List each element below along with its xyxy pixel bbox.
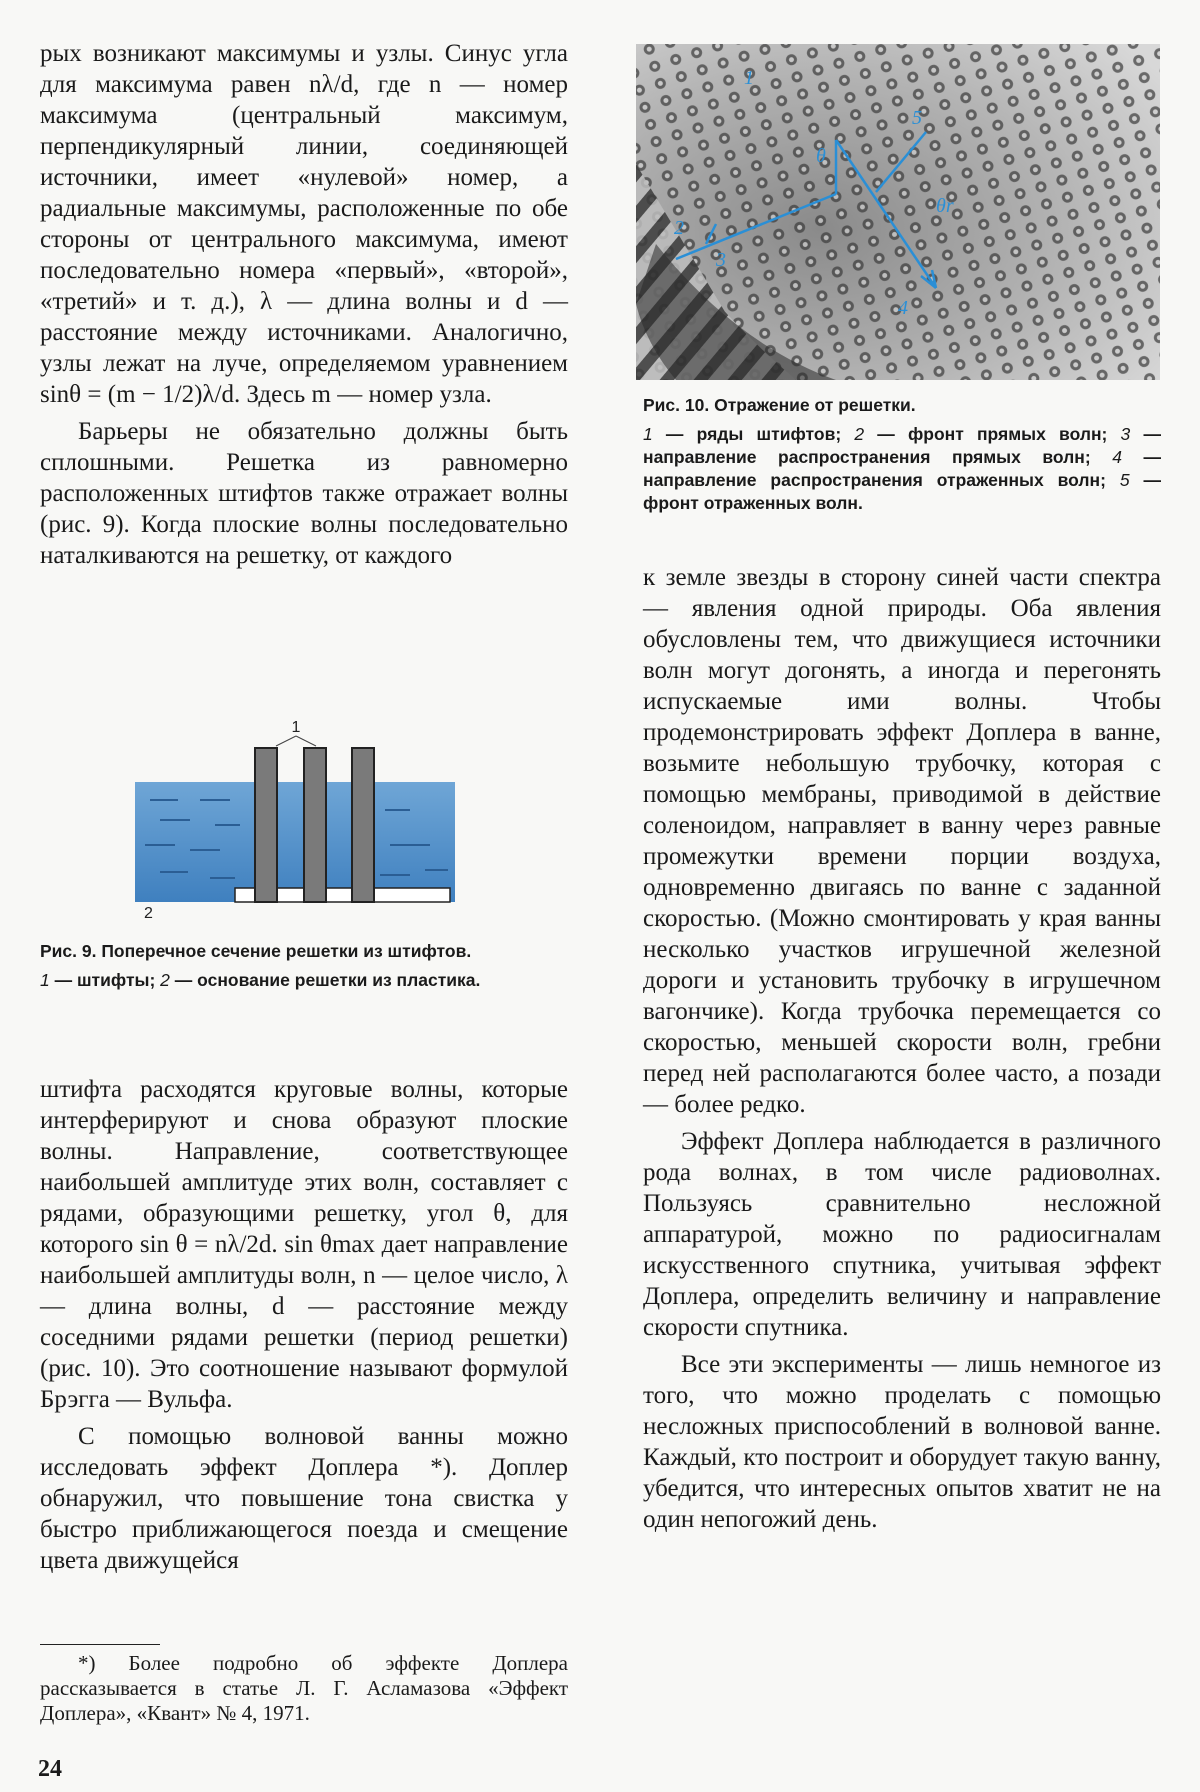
footnote: [40, 1644, 568, 1726]
label-theta: θ: [816, 145, 826, 167]
caption-title: Рис. 10. Отражение от решетки.: [643, 395, 916, 415]
caption-text: — ряды штифтов;: [652, 424, 855, 444]
caption-text: — основание решетки из пластика.: [169, 970, 481, 990]
caption-text: — фронт отраженных волн.: [643, 470, 1161, 513]
label-1: 1: [291, 720, 301, 736]
footnote-text: *) Более подробно об эффекте Доплера рассказывается в статье Л. Г. Асламазова «Эффект Доплера», «Квант» № 4, 1971.: [40, 1651, 568, 1725]
paragraph: С помощью волновой ванны можно исследовать эффект Доплера *). Доплер обнаружил, что повышение тона свистка у быстро приближающегося поезда и смещение цвета движущейся: [40, 1423, 568, 1574]
label-5: 5: [912, 107, 922, 129]
caption-text: — направление распространения отраженных волн;: [643, 447, 1161, 490]
label-2: 2: [144, 905, 153, 920]
caption-text: — штифты;: [49, 970, 161, 990]
label-theta-r: θr: [936, 195, 954, 217]
figure-10-reflection-photo: [636, 44, 1160, 380]
pin: [304, 748, 326, 902]
footnote-rule: [40, 1644, 160, 1645]
paragraph: Барьеры не обязательно должны быть сплошными. Решетка из равномерно расположенных штифтов также отражает волны (рис. 9). Когда плоские волны последовательно наталкиваются на решетку, от каждого: [40, 418, 568, 569]
label-1: 1: [744, 67, 754, 89]
caption-text: — фронт прямых волн;: [864, 424, 1121, 444]
paragraph: к земле звезды в сторону синей части спектра — явления одной природы. Оба явления обусловлены тем, что движущиеся источники волн могут догонять, а иногда и перегонять испускаемые ими волны. Чтобы продемонстрировать эффект Доплера в ванне, возьмите небольшую трубочку, которая с помощью мембраны, приводимой в действие соленоидом, направляет в ванну через равные промежутки времени порции воздуха, одновременно двигаясь по ванне с заданной скоростью. (Можно смонтировать у края ванны несколько участков игрушечной железной дороги и установить трубочку в игрушечном вагончике). Когда трубочка перемещается со скоростью, меньшей скорости волн, гребни перед ней располагаются более часто, а позади — более редко.: [643, 564, 1161, 1118]
paragraph: штифта расходятся круговые волны, которые интерферируют и снова образуют плоские волны. Направление, соответствующее наибольшей амплитуде этих волн, составляет с рядами, образующими решетку, угол θ, для которого sin θ = nλ/2d. sin θmax дает направление наибольшей амплитуды волн, n — целое число, λ — длина волны, d — расстояние между соседними рядами решетки (период решетки) (рис. 10). Это соотношение называют формулой Брэгга — Вульфа.: [40, 1076, 568, 1413]
label-3: 3: [716, 249, 726, 271]
left-column: [40, 38, 568, 571]
paragraph: Эффект Доплера наблюдается в различного рода волнах, в том числе радиоволнах. Пользуясь сравнительно несложной аппаратурой, можно по радиосигналам искусственного спутника, учитывая эффект Доплера, определить величину и направление скорости спутника.: [643, 1128, 1161, 1341]
figure-9-caption: [40, 940, 568, 992]
caption-body: [643, 423, 1161, 515]
caption-num: 3: [1120, 424, 1131, 444]
paragraph: Все эти эксперименты — лишь немногое из того, что можно проделать с помощью несложных приспособлений в волновой ванне. Каждый, кто построит и оборудует такую ванну, убедится, что интересных опытов хватит не на один непогожий день.: [643, 1351, 1161, 1533]
caption-num: 1: [643, 424, 653, 444]
caption-num: 1: [40, 970, 50, 990]
label-4: 4: [898, 297, 908, 319]
caption-num: 2: [854, 424, 865, 444]
pin: [255, 748, 277, 902]
caption-num: 2: [160, 970, 170, 990]
caption-body: [40, 969, 568, 992]
caption-title: Рис. 9. Поперечное сечение решетки из штифтов.: [40, 941, 472, 961]
figure-10-caption: [643, 394, 1161, 515]
paragraph: рых возникают максимумы и узлы. Синус угла для максимума равен nλ/d, где n — номер максимума (центральный максимум, перпендикулярный линии, соединяющей источники, имеет «нулевой» номер, а радиальные максимумы, расположенные по обе стороны от центрального максимума, имеют последовательно номера «первый», «второй», «третий» и т. д.), λ — длина волны и d — расстояние между источниками. Аналогично, узлы лежат на луче, определяемом уравнением sinθ = (m − 1/2)λ/d. Здесь m — номер узла.: [40, 40, 568, 408]
label-2: 2: [674, 217, 684, 239]
right-column: [643, 562, 1161, 1535]
pin: [352, 748, 374, 902]
water: [135, 782, 455, 902]
caption-num: 4: [1112, 447, 1122, 467]
caption-num: 5: [1119, 470, 1130, 490]
figure-9-grating-cross-section: [130, 720, 460, 920]
caption-text: — направление распространения прямых волн;: [643, 424, 1161, 467]
left-column-lower: [40, 1074, 568, 1576]
page-number: 24: [38, 1756, 62, 1782]
